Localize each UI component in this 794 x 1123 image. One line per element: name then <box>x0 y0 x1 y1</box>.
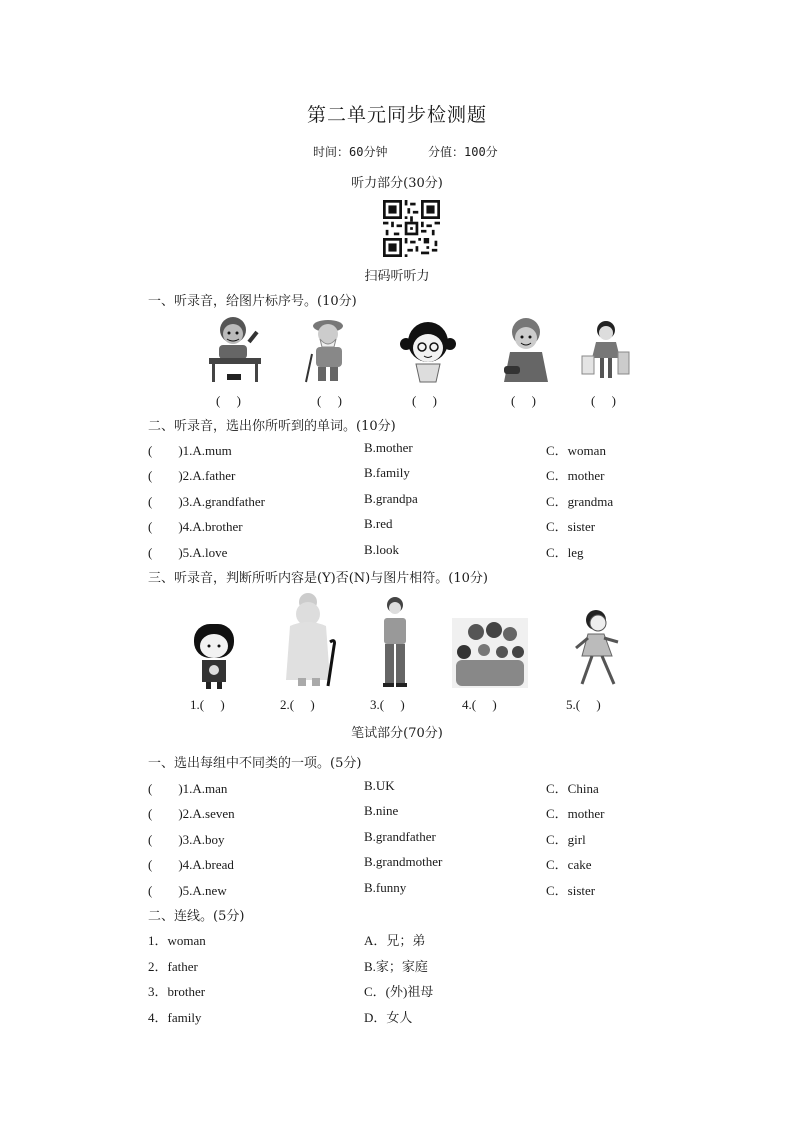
option-c: C．woman <box>546 443 606 458</box>
family-photo-icon <box>452 618 528 688</box>
judge-blank-3[interactable]: 3.( ) <box>370 697 405 712</box>
option-b: B.grandfather <box>364 829 436 844</box>
judge-blank-4[interactable]: 4.( ) <box>462 697 497 712</box>
judge-blank-2[interactable]: 2.( ) <box>280 697 315 712</box>
time-limit: 时间：60分钟 <box>313 145 388 159</box>
writing-section-title: 笔试部分(70分) <box>351 726 443 741</box>
grandfather-icon <box>302 314 358 384</box>
question-row <box>148 829 668 849</box>
option-b: B.mother <box>364 440 413 455</box>
qr-caption: 扫码听听力 <box>364 269 430 284</box>
girl-with-glasses-icon <box>398 318 458 384</box>
answer-blank-4[interactable]: ( ) <box>511 393 536 408</box>
question-row <box>148 803 668 823</box>
option-c: C．grandma <box>546 494 614 509</box>
option-c: C．mother <box>546 468 605 483</box>
answer-blank[interactable]: ( )3.A.grandfather <box>148 494 265 509</box>
match-meaning[interactable]: D．女人 <box>364 1010 413 1025</box>
answer-blank[interactable]: ( )1.A.man <box>148 781 228 796</box>
answer-blank[interactable]: ( )1.A.mum <box>148 443 232 458</box>
option-b: B.grandpa <box>364 491 418 506</box>
match-meaning[interactable]: A．兄；弟 <box>364 933 426 948</box>
answer-blank[interactable]: ( )5.A.new <box>148 883 227 898</box>
old-woman-with-cane-icon <box>274 592 340 688</box>
question-row <box>148 440 668 460</box>
match-meaning[interactable]: C．(外)祖母 <box>364 984 434 999</box>
option-b: B.red <box>364 516 393 531</box>
option-b: B.grandmother <box>364 854 443 869</box>
option-c: C．sister <box>546 883 596 898</box>
match-word[interactable]: 2．father <box>148 959 198 974</box>
question-row <box>148 465 668 485</box>
total-score: 分值：100分 <box>428 145 498 159</box>
match-row <box>148 1007 668 1027</box>
match-word[interactable]: 4．family <box>148 1010 202 1025</box>
question-row <box>148 542 668 562</box>
option-c: C．cake <box>546 857 592 872</box>
judge-blank-5[interactable]: 5.( ) <box>566 697 601 712</box>
match-word[interactable]: 1．woman <box>148 933 206 948</box>
match-meaning[interactable]: B.家；家庭 <box>364 959 428 974</box>
grandmother-icon <box>500 316 552 384</box>
listening-question-2-heading: 二、听录音，选出你所听到的单词。(10分) <box>148 419 396 434</box>
option-c: C．mother <box>546 806 605 821</box>
answer-blank[interactable]: ( )5.A.love <box>148 545 228 560</box>
match-row <box>148 930 668 950</box>
answer-blank-3[interactable]: ( ) <box>412 393 437 408</box>
answer-blank[interactable]: ( )4.A.brother <box>148 519 243 534</box>
option-b: B.look <box>364 542 400 557</box>
option-c: C．China <box>546 781 599 796</box>
girl-shopping-icon <box>578 318 634 384</box>
question-row <box>148 854 668 874</box>
question-row <box>148 516 668 536</box>
match-word[interactable]: 3．brother <box>148 984 206 999</box>
boy-at-desk-icon <box>205 312 265 384</box>
question-row <box>148 880 668 900</box>
option-b: B.nine <box>364 803 399 818</box>
girl-walking-icon <box>570 608 626 690</box>
option-c: C．sister <box>546 519 596 534</box>
answer-blank[interactable]: ( )2.A.seven <box>148 806 235 821</box>
option-b: B.UK <box>364 778 395 793</box>
match-row <box>148 981 668 1001</box>
question-row <box>148 778 668 798</box>
question-row <box>148 491 668 511</box>
qr-code-icon[interactable] <box>383 200 440 257</box>
option-b: B.family <box>364 465 410 480</box>
judge-blank-1[interactable]: 1.( ) <box>190 697 225 712</box>
listening-section-title: 听力部分(30分) <box>351 176 443 191</box>
writing-question-2-heading: 二、连线。(5分) <box>148 909 245 924</box>
man-standing-icon <box>378 596 412 688</box>
answer-blank-1[interactable]: ( ) <box>216 393 241 408</box>
girl-with-bear-icon <box>188 620 240 690</box>
answer-blank[interactable]: ( )4.A.bread <box>148 857 234 872</box>
answer-blank[interactable]: ( )3.A.boy <box>148 832 225 847</box>
option-c: C．girl <box>546 832 586 847</box>
option-c: C．leg <box>546 545 584 560</box>
answer-blank[interactable]: ( )2.A.father <box>148 468 236 483</box>
writing-question-1-heading: 一、选出每组中不同类的一项。(5分) <box>148 756 362 771</box>
listening-question-3-heading: 三、听录音，判断所听内容是(Y)否(N)与图片相符。(10分) <box>148 571 488 586</box>
page-title: 第二单元同步检测题 <box>306 104 487 126</box>
option-b: B.funny <box>364 880 407 895</box>
listening-question-1-heading: 一、听录音，给图片标序号。(10分) <box>148 294 357 309</box>
answer-blank-5[interactable]: ( ) <box>591 393 616 408</box>
match-row <box>148 956 668 976</box>
answer-blank-2[interactable]: ( ) <box>317 393 342 408</box>
